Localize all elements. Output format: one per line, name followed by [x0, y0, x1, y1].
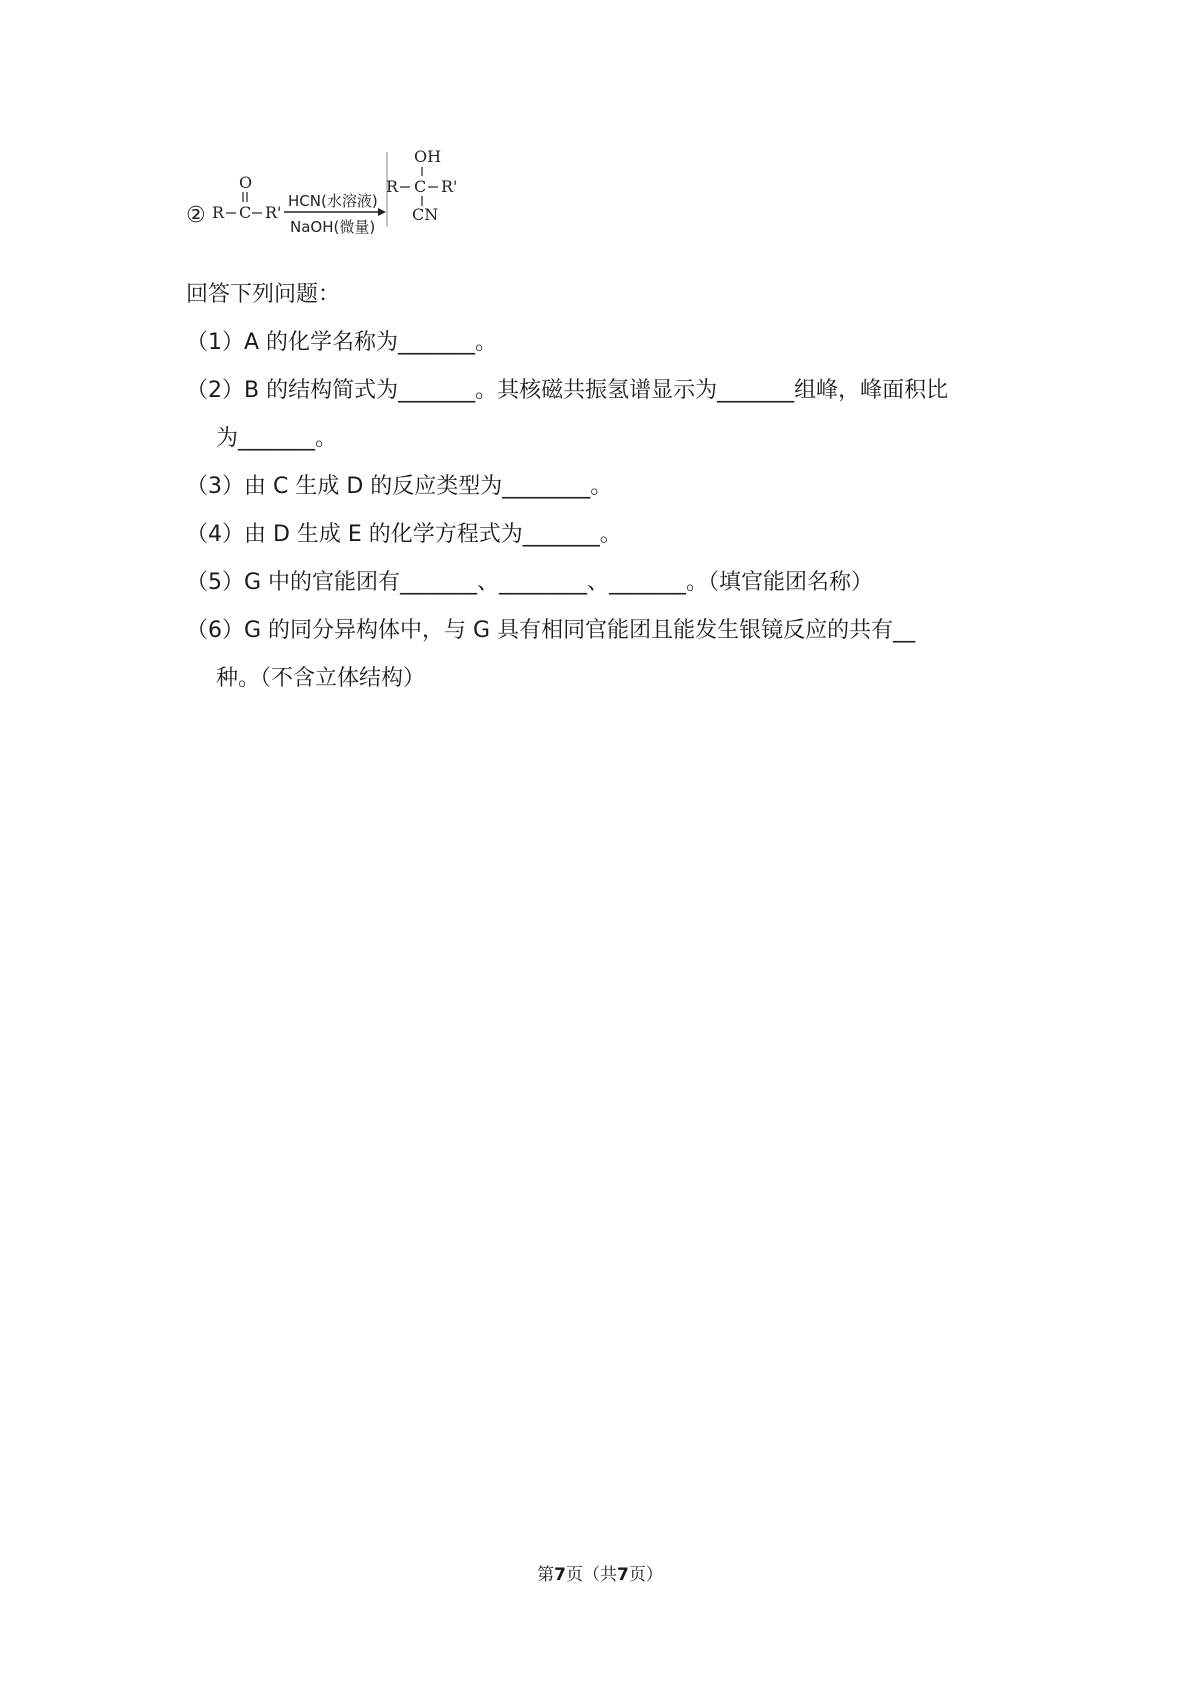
arrow-below-text: NaOH(微量)	[290, 218, 376, 236]
reaction-number: ②	[186, 203, 206, 228]
question-1: （1）A 的化学名称为_______。	[186, 330, 498, 355]
question-2-continuation: 为_______。	[216, 426, 338, 451]
footer-suffix: 页）	[628, 1565, 663, 1585]
reaction-diagram	[186, 147, 516, 262]
reactant-r: R	[212, 203, 225, 222]
arrow-head	[378, 208, 386, 216]
question-6-continuation: 种。（不含立体结构）	[216, 666, 426, 691]
section-title: 回答下列问题：	[186, 282, 341, 307]
question-4: （4）由 D 生成 E 的化学方程式为_______。	[186, 522, 622, 547]
question-3: （3）由 C 生成 D 的反应类型为________。	[186, 474, 613, 499]
question-5: （5）G 中的官能团有_______、________、_______。（填官能团名称）	[186, 570, 874, 595]
product-cyano: CN	[412, 205, 439, 224]
question-2-line-1: （2）B 的结构简式为_______。其核磁共振氢谱显示为_______组峰，峰面积比	[186, 378, 949, 403]
footer-prefix: 第	[537, 1565, 555, 1585]
reactant-r-prime: R'	[265, 203, 282, 222]
arrow-above-text: HCN(水溶液)	[288, 192, 378, 210]
reactant-oxygen: O	[239, 173, 253, 192]
product-carbon: C	[414, 177, 427, 196]
question-2-line-2	[186, 424, 337, 454]
product-r: R	[386, 177, 399, 196]
reaction-scheme	[186, 147, 516, 262]
question-6-line-1: （6）G 的同分异构体中，与 G 具有相同官能团且能发生银镜反应的共有__	[186, 618, 916, 643]
product-r-prime: R'	[441, 177, 458, 196]
page-footer	[0, 1560, 1200, 1585]
total-pages: 7	[617, 1565, 629, 1585]
reactant-carbon: C	[239, 203, 252, 222]
page-number: 7	[554, 1565, 566, 1585]
question-6-line-2	[186, 664, 425, 694]
footer-middle: 页（共	[566, 1565, 617, 1585]
product-hydroxyl: OH	[414, 147, 442, 166]
